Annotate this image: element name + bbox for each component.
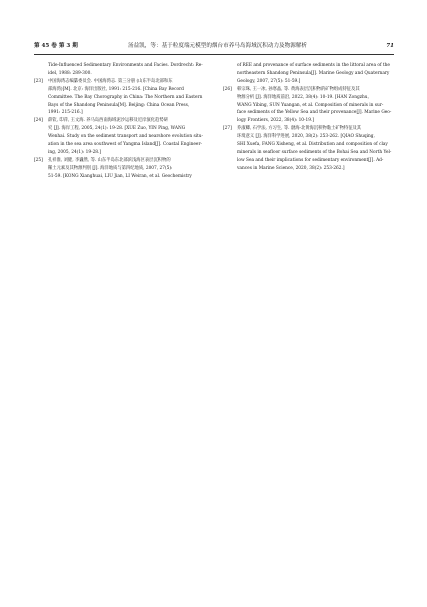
reference-entry xyxy=(34,157,206,181)
running-title: 汤益凯，等：基于粒度端元模型的烟台市养马岛海域沉积动力及物源解析 xyxy=(128,43,308,49)
journal-volume: 第 45 卷 第 3 期 xyxy=(34,43,78,49)
reference-number: [26] xyxy=(223,86,232,92)
reference-number: [25] xyxy=(34,157,43,163)
reference-number: [24] xyxy=(34,118,43,124)
reference-text: 韩宗珠, 王一冰, 孙寒晶, 等. 黄海表层沉积物的矿物组成特征及其 物源分析 [J]. 海洋地质前沿, 2022, 38(4): 10-19. [HAN Zongzhu, WANG Yibing, SUN Yuangan, et al. Composition of minerals in sur- face sediments of the Yellow Sea and their provenance[J]. Marine Geo- logy Frontiers, 2022, 38(4): 10-19.] xyxy=(237,86,392,124)
reference-entry xyxy=(34,62,206,78)
reference-text: of REE and provenance of surface sediments in the littoral area of the northeastern Shandong Peninsula[J]. Marine Geology and Quaternary Geology, 2007, 27(5): 51-59.] xyxy=(237,63,390,84)
reference-entry xyxy=(223,125,395,172)
reference-entry xyxy=(223,86,395,126)
reference-text: Tide-Influenced Sedimentary Environments and Facies. Dordrecht: Re- idel, 1988: 289-300. xyxy=(48,63,203,76)
reference-entry xyxy=(34,117,206,157)
reference-column-left xyxy=(34,62,206,181)
reference-number: [23] xyxy=(34,78,43,84)
page-header xyxy=(34,40,394,52)
header-rule xyxy=(34,54,394,55)
reference-entry xyxy=(223,62,395,86)
page-number: 71 xyxy=(386,43,394,49)
reference-number: [27] xyxy=(223,126,232,132)
reference-column-right xyxy=(223,62,395,173)
reference-text: 乔淑卿, 石学法, 方习生, 等. 渤海-北黄海沉积物黏土矿物特征及其 环境意义 [J]. 海洋科学进展, 2020, 38(2): 253-262. [QIAO Shuqing, SHI Xuefa, FANG Xisheng, et al. Distribution and composition of clay minerals in seafloor surface sediments of the Bohai Sea and North Yel- low Sea and their implications for sedimentary environment[J]. Ad- vances in Marine Science, 2020, 38(2): 253-262.] xyxy=(237,126,392,171)
reference-text: 中国海湾志编纂委员会. 中国海湾志. 第三分册 (山东半岛北部和东 部海湾)[M]. 北京: 海洋出版社, 1991: 215-216. [China Bay Record Committee. The Bay Chorography in China: The Northern and Eastern Bays of the Shandong Peninsula[M]. Beijing: China Ocean Press, 1991: 215-216.] xyxy=(48,78,203,116)
reference-text: 薛钦, 印萍, 王文海. 养马岛西南海域泥沙运移及近岸演化趋势研 究 [J]. 海岸工程, 2005, 24(1): 19-28. [XUE Zuo, YIN Ping, WANG Wenhai. Study on the sediment transport and nearshore evolution situ- ation in the sea area southwest of Yangma Island[J]. Coastal Engineer- ing, 2005, 24(1): 19-28.] xyxy=(48,118,204,155)
reference-entry xyxy=(34,78,206,118)
reference-text: 孔祥淮, 刘健, 李巍然, 等. 山东半岛东北部滨浅海区表层沉积物的 稀土元素及其物源判别 [J]. 海洋地质与第四纪地质, 2007, 27(5): 51-59. [KONG Xianghuai, LIU Jian, LI Weiran, et al. Geochemistry xyxy=(48,157,192,179)
